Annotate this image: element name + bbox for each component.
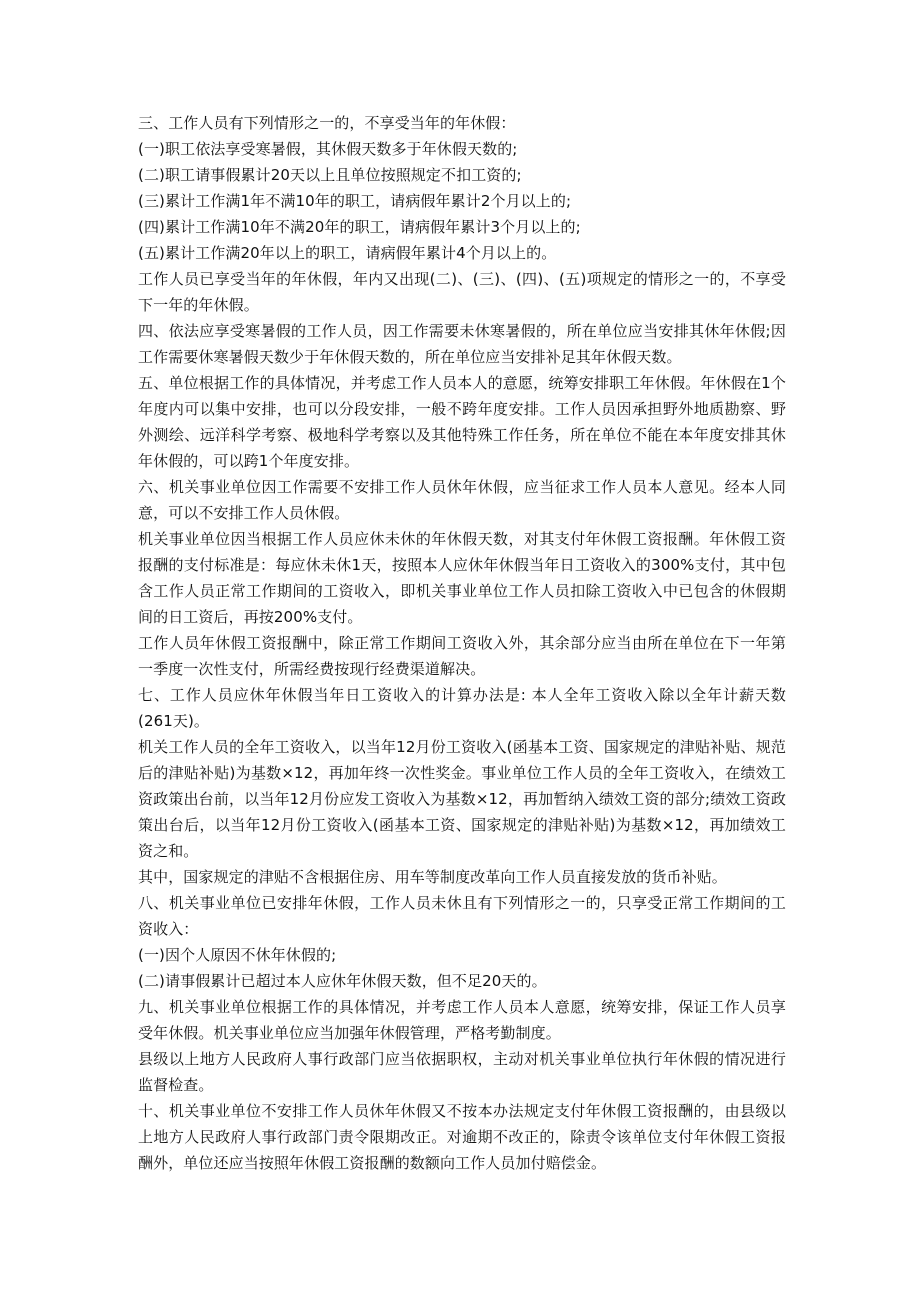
paragraph-5: (四)累计工作满10年不满20年的职工，请病假年累计3个月以上的; <box>138 218 581 236</box>
paragraph-10: 六、机关事业单位因工作需要不安排工作人员休年休假，应当征求工作人员本人意见。经本人同意，可以不安排工作人员休假。 <box>138 478 786 522</box>
paragraph-11: 机关事业单位因当根据工作人员应休未休的年休假天数，对其支付年休假工资报酬。年休假工资报酬的支付标准是：每应休未休1天，按照本人应休年休假当年日工资收入的300%支付，其中包含工作人员正常工作期间的工资收入，即机关事业单位工作人员扣除工资收入中已包含的休假期间的日工资后，再按200%支付。 <box>138 530 786 626</box>
paragraph-12: 工作人员年休假工资报酬中，除正常工作期间工资收入外，其余部分应当由所在单位在下一年第一季度一次性支付，所需经费按现行经费渠道解决。 <box>138 634 786 678</box>
paragraph-4: (三)累计工作满1年不满10年的职工，请病假年累计2个月以上的; <box>138 192 572 210</box>
paragraph-16: 八、机关事业单位已安排年休假，工作人员未休且有下列情形之一的，只享受正常工作期间的工资收入： <box>138 894 786 938</box>
paragraph-8: 四、依法应享受寒暑假的工作人员，因工作需要未休寒暑假的，所在单位应当安排其休年休假;因工作需要休寒暑假天数少于年休假天数的，所在单位应当安排补足其年休假天数。 <box>138 322 786 366</box>
paragraph-13: 七、工作人员应休年休假当年日工资收入的计算办法是: 本人全年工资收入除以全年计薪天数(261天)。 <box>138 686 786 730</box>
paragraph-15: 其中，国家规定的津贴不含根据住房、用车等制度改革向工作人员直接发放的货币补贴。 <box>138 868 727 886</box>
paragraph-17: (一)因个人原因不休年休假的; <box>138 946 337 964</box>
paragraph-19: 九、机关事业单位根据工作的具体情况，并考虑工作人员本人意愿，统筹安排，保证工作人员享受年休假。机关事业单位应当加强年休假管理，严格考勤制度。 <box>138 998 786 1042</box>
paragraph-9: 五、单位根据工作的具体情况，并考虑工作人员本人的意愿，统筹安排职工年休假。年休假在1个年度内可以集中安排，也可以分段安排，一般不跨年度安排。工作人员因承担野外地质勘察、野外测绘、远洋科学考察、极地科学考察以及其他特殊工作任务，所在单位不能在本年度安排其休年休假的，可以跨1个年度安排。 <box>138 374 786 470</box>
paragraph-6: (五)累计工作满20年以上的职工，请病假年累计4个月以上的。 <box>138 244 557 262</box>
document-body <box>138 110 786 1176</box>
paragraph-21: 十、机关事业单位不安排工作人员休年休假又不按本办法规定支付年休假工资报酬的，由县级以上地方人民政府人事行政部门责令限期改正。对逾期不改正的，除责令该单位支付年休假工资报酬外，单位还应当按照年休假工资报酬的数额向工作人员加付赔偿金。 <box>138 1102 786 1172</box>
paragraph-18: (二)请事假累计已超过本人应休年休假天数，但不足20天的。 <box>138 972 547 990</box>
paragraph-2: (一)职工依法享受寒暑假，其休假天数多于年休假天数的; <box>138 140 518 158</box>
paragraph-14: 机关工作人员的全年工资收入，以当年12月份工资收入(函基本工资、国家规定的津贴补贴、规范后的津贴补贴)为基数×12，再加年终一次性奖金。事业单位工作人员的全年工资收入，在绩效工资政策出台前，以当年12月份应发工资收入为基数×12，再加暂纳入绩效工资的部分;绩效工资政策出台后，以当年12月份工资收入(函基本工资、国家规定的津贴补贴)为基数×12，再加绩效工资之和。 <box>138 738 786 860</box>
paragraph-7: 工作人员已享受当年的年休假，年内又出现(二)、(三)、(四)、(五)项规定的情形之一的，不享受下一年的年休假。 <box>138 270 786 314</box>
paragraph-20: 县级以上地方人民政府人事行政部门应当依据职权，主动对机关事业单位执行年休假的情况进行监督检查。 <box>138 1050 786 1094</box>
paragraph-3: (二)职工请事假累计20天以上且单位按照规定不扣工资的; <box>138 166 522 184</box>
paragraph-1: 三、工作人员有下列情形之一的，不享受当年的年休假： <box>138 114 516 132</box>
